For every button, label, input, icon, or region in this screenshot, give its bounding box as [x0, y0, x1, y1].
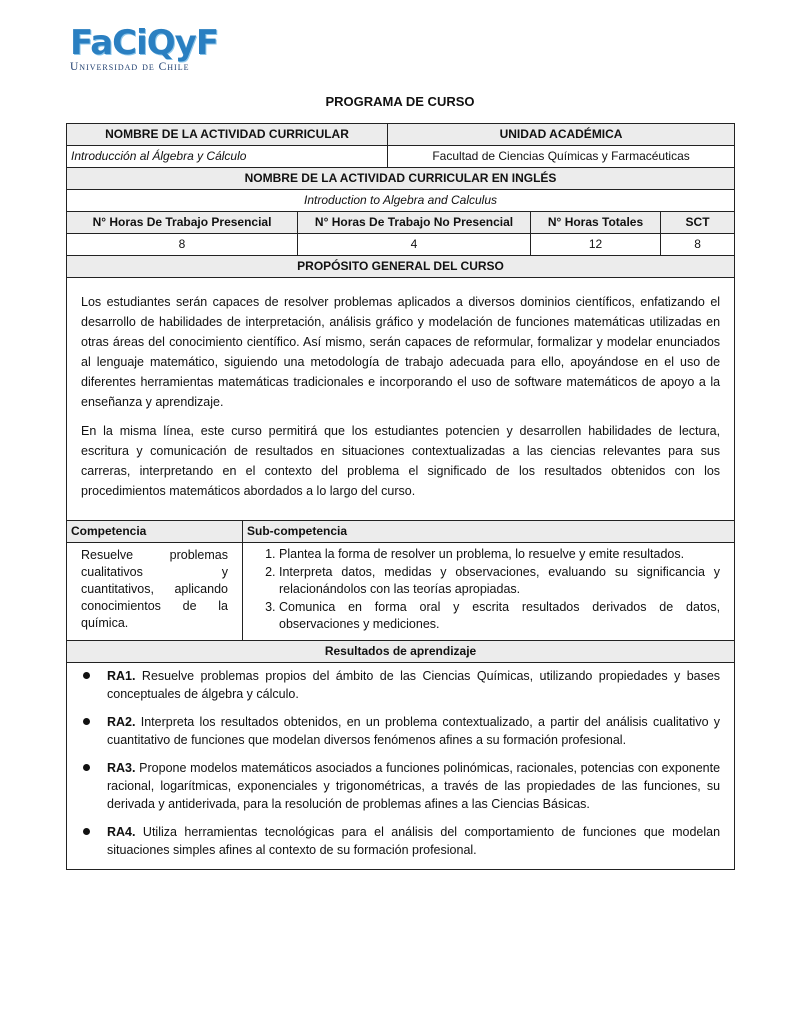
bullet-icon — [83, 718, 90, 725]
purpose-paragraph: En la misma línea, este curso permitirá que los estudiantes potencien y desarrollen habilidades de lectura, escritura y comunicación de resultados en situaciones contextualizadas a las ciencias relevantes para sus carreras, interpretando en el contexto del problema el significado de los resultados obtenidos con los procedimientos matemáticos abordados a lo largo del curso. — [81, 424, 721, 498]
faculty-logo — [70, 23, 219, 76]
english-name: Introduction to Algebra and Calculus — [67, 190, 735, 212]
english-name-header: NOMBRE DE LA ACTIVIDAD CURRICULAR EN INGLÉS — [67, 168, 735, 190]
list-item: 3. Comunica en forma oral y escrita resultados derivados de datos, observaciones y mediciones. — [279, 599, 720, 633]
hours-total-header: N° Horas Totales — [531, 212, 661, 234]
learning-results-list — [79, 667, 720, 859]
logo-subtitle: Universidad de Chile — [70, 61, 190, 73]
result-code: RA2. — [107, 715, 136, 729]
sub-competence-list — [253, 546, 720, 633]
hours-presencial-value: 8 — [67, 234, 298, 256]
academic-unit: Facultad de Ciencias Químicas y Farmacéuticas — [388, 146, 735, 168]
competence-text: Resuelve problemas cualitativos y cuantitativos, aplicando conocimientos de la química. — [67, 543, 243, 641]
learning-results-header: Resultados de aprendizaje — [67, 641, 735, 663]
purpose-body — [67, 278, 735, 521]
result-code: RA4. — [107, 825, 136, 839]
result-text: Propone modelos matemáticos asociados a funciones polinómicas, racionales, potencias con exponente racional, logarítmicas, exponenciales y trigonométricas, a través de las propiedades de las funciones, su derivada y antiderivada, para la resolución de problemas afines a las Ciencias Básicas. — [107, 761, 721, 811]
list-item: 1. Plantea la forma de resolver un problema, lo resuelve y emite resultados. — [279, 546, 720, 563]
academic-unit-header: UNIDAD ACADÉMICA — [388, 124, 735, 146]
sub-competence-header: Sub-competencia — [243, 521, 735, 543]
bullet-icon — [83, 764, 90, 771]
sct-header: SCT — [661, 212, 735, 234]
course-program-table — [66, 123, 735, 870]
result-text: Utiliza herramientas tecnológicas para el análisis del comportamiento de funciones que modelan situaciones simples afines al contexto de su formación profesional. — [107, 825, 721, 857]
hours-total-value: 12 — [531, 234, 661, 256]
hours-presencial-header: N° Horas De Trabajo Presencial — [67, 212, 298, 234]
sub-competence-list-cell — [243, 543, 735, 641]
result-code: RA3. — [107, 761, 136, 775]
hours-no-presencial-value: 4 — [298, 234, 531, 256]
purpose-header: PROPÓSITO GENERAL DEL CURSO — [67, 256, 735, 278]
list-item — [95, 667, 720, 703]
list-item — [95, 713, 720, 749]
course-name-header: NOMBRE DE LA ACTIVIDAD CURRICULAR — [67, 124, 388, 146]
list-item — [95, 823, 720, 859]
bullet-icon — [83, 672, 90, 679]
list-item — [95, 759, 720, 813]
result-code: RA1. — [107, 669, 136, 683]
purpose-paragraph: Los estudiantes serán capaces de resolver problemas aplicados a diversos dominios científicos, enfatizando el desarrollo de habilidades de interpretación, análisis gráfico y modelación de funciones matemáticas utilizadas en otras áreas del conocimiento científico. Así mismo, serán capaces de reformular, formalizar y modelar enunciados al lenguaje matemático, siguiendo una metodología de trabajo adecuada para ello, apoyándose en el uso de diferentes herramientas matemáticas tradicionales e incorporando el uso de software matemáticos de apoyo a la enseñanza y aprendizaje. — [81, 295, 721, 409]
result-text: Resuelve problemas propios del ámbito de las Ciencias Químicas, utilizando propiedades y bases conceptuales de álgebra y cálculo. — [107, 669, 721, 701]
logo-wordmark: FaCiQyF — [70, 23, 219, 63]
hours-no-presencial-header: N° Horas De Trabajo No Presencial — [298, 212, 531, 234]
course-name: Introducción al Álgebra y Cálculo — [67, 146, 388, 168]
competence-header: Competencia — [67, 521, 243, 543]
bullet-icon — [83, 828, 90, 835]
sct-value: 8 — [661, 234, 735, 256]
learning-results-cell — [67, 663, 735, 870]
list-item: 2. Interpreta datos, medidas y observaciones, evaluando su significancia y relacionándolos con las teorías apropiadas. — [279, 564, 720, 598]
document-title: PROGRAMA DE CURSO — [325, 94, 475, 109]
result-text: Interpreta los resultados obtenidos, en un problema contextualizado, a partir del análisis cualitativo y cuantitativo de funciones que modelan diversos fenómenos afines a su formación profesional. — [107, 715, 721, 747]
